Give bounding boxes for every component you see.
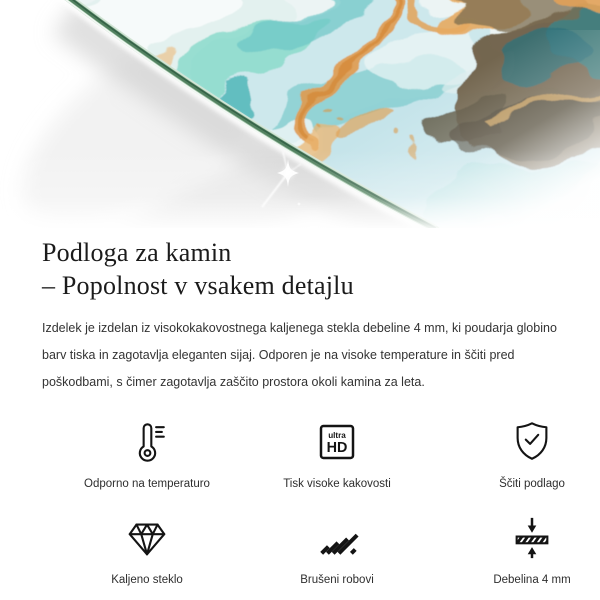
svg-text:ultra: ultra — [328, 431, 346, 441]
feature-tempered-glass — [52, 514, 242, 588]
feature-ground-edges — [242, 514, 432, 588]
feature-label: Brušeni robovi — [300, 574, 374, 586]
ground-edges-icon — [314, 515, 360, 561]
thickness-icon — [509, 515, 555, 561]
content-section — [0, 236, 600, 588]
feature-label: Debelina 4 mm — [493, 574, 571, 586]
ultra-hd-icon — [314, 419, 360, 465]
hero-image — [0, 0, 600, 228]
feature-temperature-resistant — [52, 418, 242, 492]
page-title — [42, 236, 558, 302]
feature-label: Tisk visoke kakovosti — [283, 478, 391, 490]
features-grid — [42, 418, 571, 588]
feature-label: Ščiti podlago — [499, 478, 565, 490]
diamond-icon — [124, 515, 170, 561]
thermometer-icon — [124, 419, 170, 465]
product-description: Izdelek je izdelan iz visokokakovostnega kaljenega stekla debeline 4 mm, ki poudarja globino barv tiska in zagotavlja eleganten sijaj. Odporen je na visoke temperature in ščiti pred poškodbami, s čimer zagotavlja zaščito prostora okoli kamina za leta. — [42, 321, 557, 389]
title-line-1: Podloga za kamin — [42, 238, 232, 267]
svg-text:HD: HD — [326, 440, 348, 457]
feature-thickness — [432, 514, 600, 588]
feature-label: Kaljeno steklo — [111, 574, 183, 586]
feature-protects-surface — [432, 418, 600, 492]
title-line-2: – Popolnost v vsakem detajlu — [42, 271, 354, 300]
feature-label: Odporno na temperaturo — [84, 478, 210, 490]
glass-panel-illustration — [0, 0, 600, 228]
shield-check-icon — [509, 419, 555, 465]
feature-print-quality — [242, 418, 432, 492]
